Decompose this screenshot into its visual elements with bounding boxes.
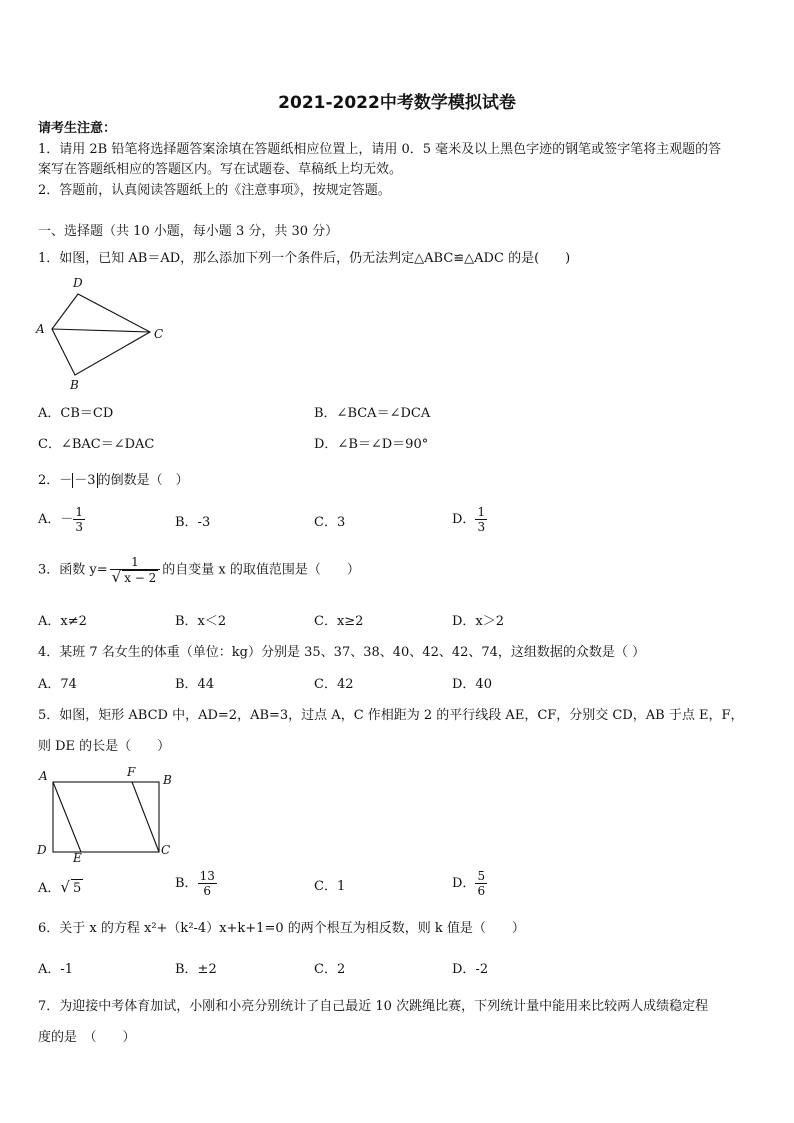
q2-stem: 2．－ －3 的倒数是（ ） [38, 473, 189, 488]
q6-stem: 6．关于 x 的方程 x²+（k²-4）x+k+1=0 的两个根互为相反数，则 k 值是（ ） [38, 921, 525, 936]
q5-option-a: A．√ 5 [38, 878, 82, 896]
q1-option-a: A．CB＝CD [38, 406, 114, 421]
q5-stem-line1: 5．如图，矩形 ABCD 中，AD=2，AB=3，过点 A，C 作相距为 2 的平行线段 AE，CF，分别交 CD，AB 于点 E，F， [38, 708, 744, 723]
q1-figure [30, 272, 180, 392]
q3-option-a: A．x≠2 [38, 614, 87, 629]
q1-label-a: A [36, 322, 45, 336]
q3-stem: 3．函数 y= $\frac{1}{√ x - 2}$ 的自变量 x 的取值范围是（ ） [38, 555, 360, 586]
q7-stem-line1: 7．为迎接中考体育加试，小刚和小亮分别统计了自己最近 10 次跳绳比赛，下列统计量中能用来比较两人成绩稳定程 [38, 999, 709, 1014]
q5-label-b: B [163, 773, 172, 787]
q5-option-d: D． $\frac{5}{6}$ [452, 869, 486, 898]
q1-label-c: C [154, 327, 164, 341]
q5-option-b: B． $\frac{13}{6}$ [175, 869, 215, 898]
notice-heading: 请考生注意： [38, 121, 117, 136]
q1-stem: 1．如图，已知 AB＝AD，那么添加下列一个条件后，仍无法判定△ABC≌△ADC 的是( ) [38, 251, 571, 266]
q2-option-d: D． $\frac{1}{3}$ [452, 505, 486, 534]
q3-option-c: C．x≥2 [314, 614, 364, 629]
q6-option-b: B．±2 [175, 962, 217, 977]
section-heading: 一、选择题（共 10 小题，每小题 3 分，共 30 分） [38, 224, 339, 239]
q2-option-c: C．3 [314, 515, 346, 530]
q5-label-c: C [161, 843, 171, 857]
q6-option-d: D．-2 [452, 962, 489, 977]
q5-figure [30, 765, 180, 865]
q5-label-f: F [127, 765, 136, 779]
q5-label-a: A [39, 769, 48, 783]
q4-option-d: D．40 [452, 677, 492, 692]
notice-line1a: 1．请用 2B 铅笔将选择题答案涂填在答题纸相应位置上，请用 0．5 毫米及以上黑色字迹的钢笔或签字笔将主观题的答 [38, 142, 722, 157]
q7-stem-line2: 度的是 （ ） [38, 1030, 136, 1045]
q1-option-b: B．∠BCA＝∠DCA [314, 406, 431, 421]
q1-option-c: C．∠BAC＝∠DAC [38, 437, 155, 452]
q2-option-a: A．－ $\frac{1}{3}$ [38, 505, 84, 534]
q5-label-d: D [37, 843, 47, 857]
q1-option-d: D．∠B＝∠D＝90° [314, 437, 429, 452]
q5-label-e: E [73, 851, 82, 865]
q1-label-d: D [73, 276, 83, 290]
notice-line1b: 案写在答题纸相应的答题区内。写在试题卷、草稿纸上均无效。 [38, 162, 403, 177]
q3-option-d: D．x＞2 [452, 614, 505, 629]
q3-option-b: B．x＜2 [175, 614, 227, 629]
q2-option-b: B．-3 [175, 515, 211, 530]
q2-abs-value: －3 [74, 473, 96, 488]
q6-option-a: A．-1 [38, 962, 74, 977]
q5-stem-line2: 则 DE 的长是（ ） [38, 739, 171, 754]
q4-option-c: C．42 [314, 677, 354, 692]
page-title: 2021-2022中考数学模拟试卷 [278, 93, 516, 113]
q4-option-b: B．44 [175, 677, 215, 692]
notice-line2: 2．答题前，认真阅读答题纸上的《注意事项》，按规定答题。 [38, 183, 391, 198]
q5-option-c: C．1 [314, 879, 346, 894]
q4-stem: 4．某班 7 名女生的体重（单位：kg）分别是 35、37、38、40、42、42、74，这组数据的众数是（ ） [38, 645, 646, 660]
q6-option-c: C．2 [314, 962, 346, 977]
q4-option-a: A．74 [38, 677, 77, 692]
q1-label-b: B [70, 378, 79, 392]
